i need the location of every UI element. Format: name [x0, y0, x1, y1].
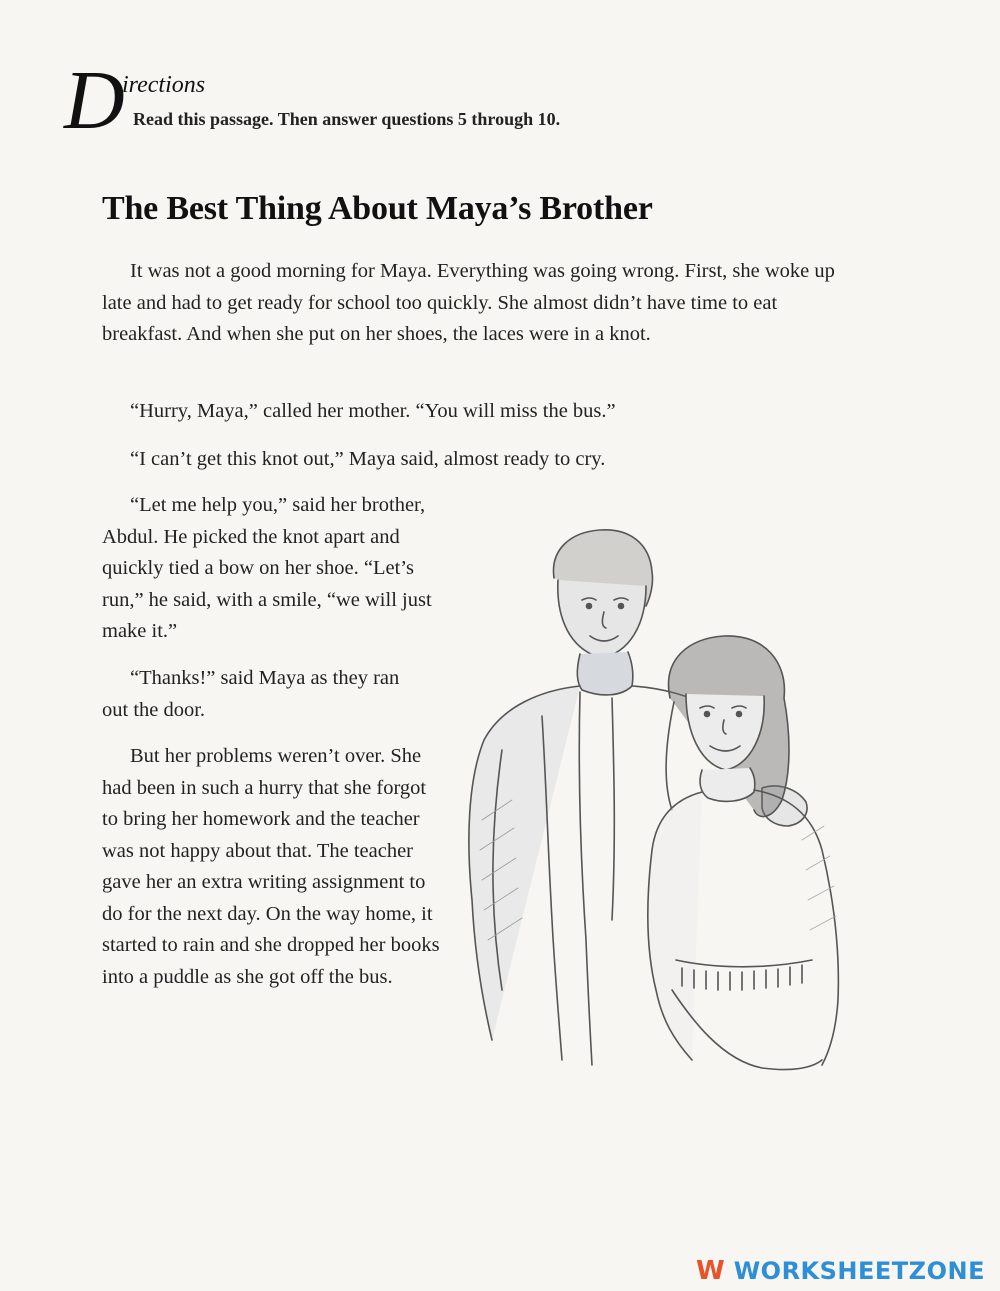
- directions-heading: irections: [122, 72, 206, 98]
- worksheetzone-logo-text: WORKSHEETZONE: [733, 1257, 985, 1285]
- paragraph-3: “I can’t get this knot out,” Maya said, almost ready to cry.: [130, 448, 606, 470]
- paragraph-1: It was not a good morning for Maya. Everything was going wrong. First, she woke up late and had to get ready for school too quickly. She almost didn’t have time to eat breakfast. And when she put on her shoes, the laces were in a knot.: [102, 260, 835, 345]
- directions-drop-cap: D: [64, 54, 125, 147]
- paragraph-4: “Let me help you,” said her brother, Abdul. He picked the knot apart and quickly tied a bow on her shoe. “Let’s run,” he said, with a smile, “we will just make it.”: [102, 494, 432, 642]
- story-title: The Best Thing About Maya’s Brother: [102, 190, 653, 227]
- worksheetzone-logo-mark: W: [696, 1256, 722, 1286]
- paragraph-2: “Hurry, Maya,” called her mother. “You will miss the bus.”: [130, 400, 616, 422]
- worksheetzone-logo[interactable]: [696, 1257, 985, 1285]
- siblings-illustration: [462, 520, 882, 1080]
- directions-instruction: Read this passage. Then answer questions 5 through 10.: [133, 109, 561, 129]
- paragraph-6: But her problems weren’t over. She had been in such a hurry that she forgot to bring her homework and the teacher was not happy about that. The teacher gave her an extra writing assignment to do for the next day. On the way home, it started to rain and she dropped her books into a puddle as she got off the bus.: [102, 745, 440, 988]
- paragraph-5: “Thanks!” said Maya as they ran out the door.: [102, 667, 400, 721]
- directions-header: [64, 54, 764, 147]
